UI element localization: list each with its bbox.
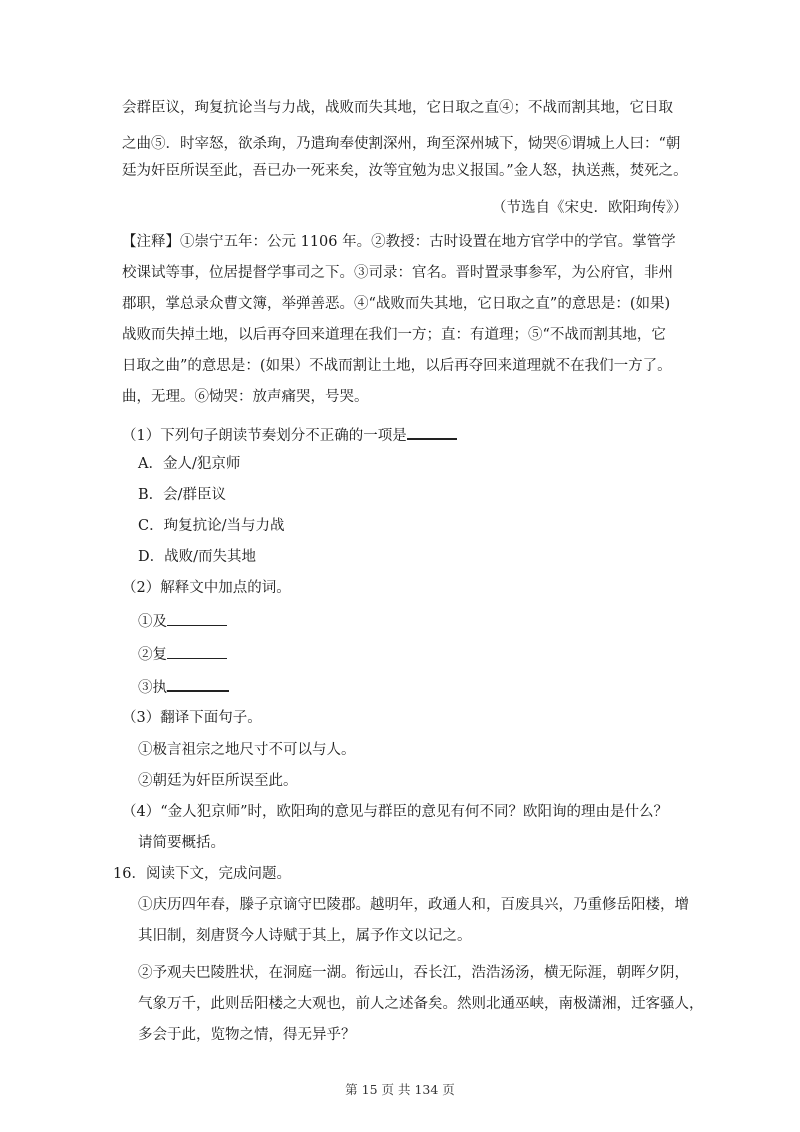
notes-line: 【注释】①崇宁五年：公元 1106 年。②教授：古时设置在地方官学中的学官。掌管学 — [122, 234, 676, 250]
passage-line: 气象万千，此则岳阳楼之大观也，前人之述备矣。然则北通巫峡，南极潇湘，迁客骚人， — [138, 996, 704, 1012]
notes-line: 战败而失掉土地，以后再夺回来道理在我们一方；直：有道理；⑤“不战而割其地，它 — [122, 327, 666, 343]
question-16-heading: 16．阅读下文，完成问题。 — [113, 866, 291, 882]
passage-line: 之曲⑤．时宰怒，欲杀珣，乃遣珣奉使割深州，珣至深州城下，恸哭⑥谓城上人曰：“朝 — [122, 136, 681, 152]
notes-line: 郡职，掌总录众曹文簿，举弹善恶。④“战败而失其地，它日取之直”的意思是：(如果) — [122, 296, 671, 312]
page-number-footer: 第 15 页 共 134 页 — [345, 1082, 455, 1097]
notes-line: 曲，无理。⑥恸哭：放声痛哭，号哭。 — [122, 389, 369, 405]
question-4-line: 请简要概括。 — [138, 835, 225, 851]
answer-blank[interactable] — [167, 644, 227, 659]
passage-line: 会群臣议，珣复抗论当与力战，战败而失其地，它日取之直④；不战而割其地，它日取 — [122, 100, 673, 116]
passage-line: ①庆历四年春，滕子京谪守巴陵郡。越明年，政通人和，百废具兴，乃重修岳阳楼，增 — [138, 897, 689, 913]
question-2-item — [138, 676, 229, 698]
question-1-stem — [122, 424, 457, 446]
option-d: D．战败/而失其地 — [138, 549, 257, 565]
option-c: C．珣复抗论/当与力战 — [138, 518, 285, 534]
passage-line: 多会于此，览物之情，得无异乎？ — [138, 1027, 356, 1043]
answer-blank[interactable] — [167, 611, 227, 626]
question-3-item: ②朝廷为奸臣所误至此。 — [138, 773, 298, 789]
passage-line: 廷为奸臣所误至此，吾已办一死来矣，汝等宜勉为忠义报国。”金人怒，执送燕，焚死之。 — [122, 163, 688, 179]
notes-line: 日取之曲”的意思是：(如果）不战而割让土地，以后再夺回来道理就不在我们一方了。 — [122, 358, 672, 374]
question-3-item: ①极言祖宗之地尺寸不可以与人。 — [138, 742, 356, 758]
question-3-stem: （3）翻译下面句子。 — [122, 710, 262, 726]
passage-line: ②予观夫巴陵胜状，在洞庭一湖。衔远山，吞长江，浩浩汤汤，横无际涯，朝晖夕阴， — [138, 965, 689, 981]
question-4-line: （4）“金人犯京师”时，欧阳珣的意见与群臣的意见有何不同？欧阳询的理由是什么？ — [122, 804, 669, 820]
answer-blank[interactable] — [407, 424, 457, 440]
option-a: A．金人/犯京师 — [138, 456, 241, 472]
passage-line: 其旧制，刻唐贤今人诗赋于其上，属予作文以记之。 — [138, 928, 472, 944]
notes-line: 校课试等事，位居提督学事司之下。③司录：官名。晋时置录事参军，为公府官，非州 — [122, 265, 673, 281]
item-label: ①及 — [138, 614, 167, 630]
option-b: B．会/群臣议 — [138, 487, 227, 503]
item-label: ②复 — [138, 647, 167, 663]
passage-source: （节选自《宋史．欧阳珣传》） — [492, 200, 688, 216]
question-2-item — [138, 644, 227, 665]
question-1-text: （1）下列句子朗读节奏划分不正确的一项是 — [122, 428, 407, 444]
answer-blank[interactable] — [167, 676, 229, 692]
question-2-item — [138, 611, 227, 632]
item-label: ③执 — [138, 680, 167, 696]
question-2-stem: （2）解释文中加点的词。 — [122, 580, 291, 596]
